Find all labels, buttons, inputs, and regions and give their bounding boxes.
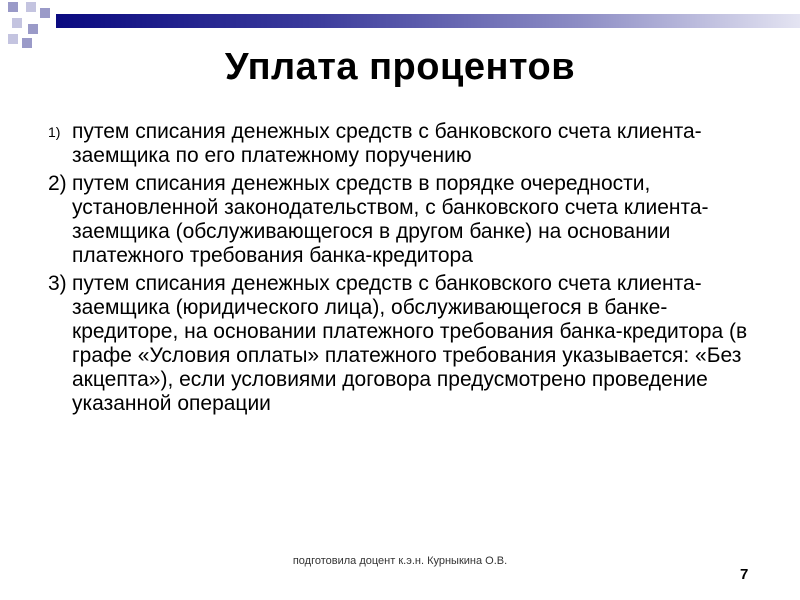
decor-square [8,2,18,12]
decor-square [12,18,22,28]
list-item-number: 2) [48,172,67,195]
list-item-text: путем списания денежных средств в порядке очередности, установленной законодательством, с банковского счета клиента-заемщика (обслуживающегося в другом банке) на основании платежного требования банка-кредитора [72,172,709,267]
list-item [48,120,768,168]
decor-square [28,24,38,34]
decor-square [26,2,36,12]
list-item [48,272,768,416]
list-item [48,172,768,268]
decor-square [8,34,18,44]
header-gradient-bar [56,14,800,28]
page-number: 7 [740,566,749,583]
list-item-text: путем списания денежных средств с банковского счета клиента-заемщика (юридического лица), обслуживающегося в банке-кредиторе, на основании платежного требования банка-кредитора (в графе «Условия оплаты» платежного требования указывается: «Без акцепта»), если условиями договора предусмотрено проведение указанной операции [72,272,748,415]
list-item-number: 3) [48,272,67,295]
slide-title: Уплата процентов [224,46,576,88]
slide-content [48,120,768,420]
list-item-text: путем списания денежных средств с банковского счета клиента-заемщика по его платежному поручению [72,120,702,167]
list-item-number: 1) [48,124,61,140]
decor-square [40,8,50,18]
slide-footer: подготовила доцент к.э.н. Курныкина О.В. [292,555,508,567]
